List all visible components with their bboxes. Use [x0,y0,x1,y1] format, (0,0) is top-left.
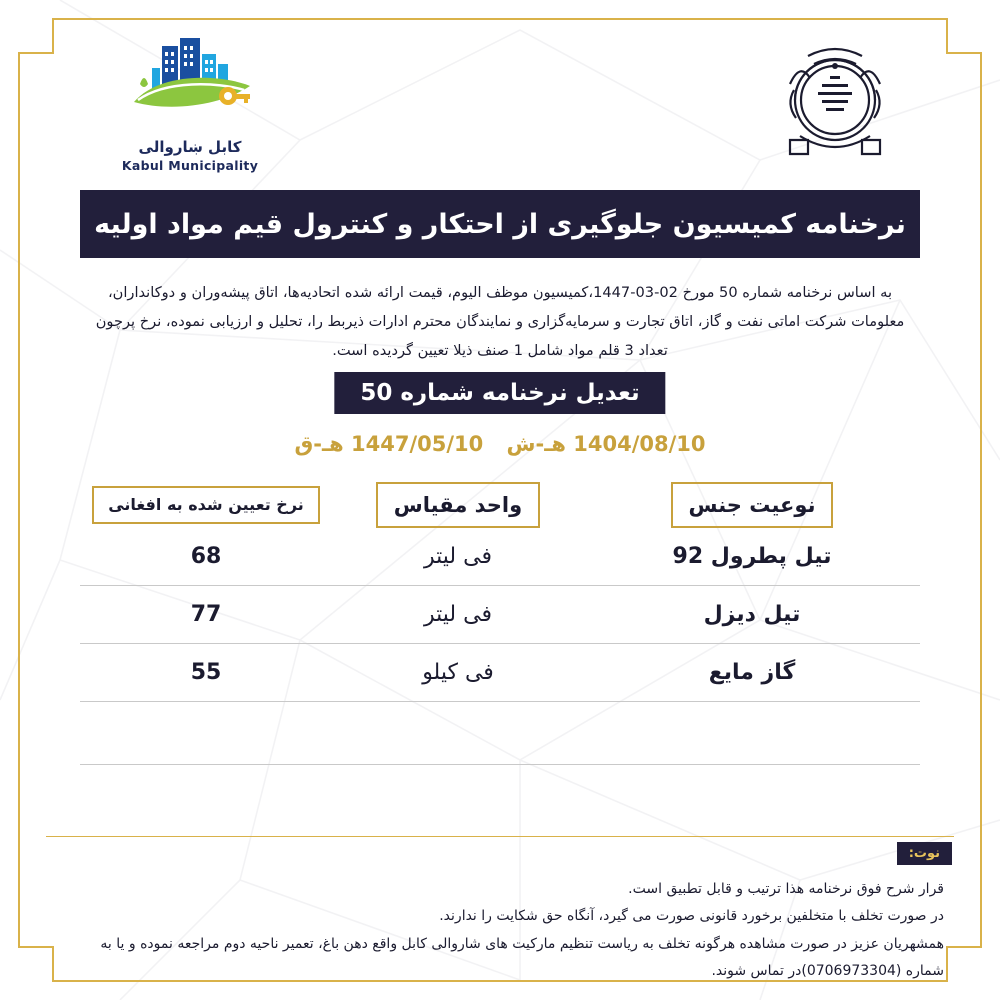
table-row [80,644,920,702]
cell-name: تیل دیزل [584,586,920,644]
header-label-rate: نرخ تعیین شده به افغانی [92,486,320,524]
cell-rate: 77 [80,586,332,644]
footer-line: در صورت تخلف با متخلفین برخورد قانونی صورت می گیرد، آنگاه حق شکایت را ندارند. [439,908,944,925]
table-row-empty [80,702,920,765]
rates-table [80,482,920,765]
islamic-emirate-emblem-icon [770,40,900,166]
date-line [0,432,1000,456]
intro-paragraph: به اساس نرخنامه شماره 50 مورخ 02-03-1447،کمیسیون موظف الیوم، قیمت ارائه شده اتحادیه‌ها، اتاق پیشه‌وران و دوکانداران، معلومات شرکت اماتی نفت و گاز، اتاق تجارت و سرمایه‌گزاری و نمایندگان محترم ادارات ذیربط را، تحلیل و ارزیابی نموده، نرخ پرچون تعداد 3 قلم مواد شامل 1 صنف ذیلا تعیین گردیده است. [95,284,905,360]
cell-empty [80,702,332,765]
rates-table-body [80,528,920,765]
rates-table-wrapper [80,482,920,765]
logo-name-english: Kabul Municipality [121,158,259,173]
table-row [80,528,920,586]
cell-empty [332,702,584,765]
cell-name: گاز مایع [584,644,920,702]
date-solar: 1404/08/10 هـ-ش [506,432,706,456]
cell-unit: فی کیلو [332,644,584,702]
rates-table-head [80,482,920,528]
cell-rate: 55 [80,644,332,702]
poster-header [60,34,940,173]
note-badge: نوت: [897,842,952,865]
logo-name-dari: کابل ښاروالی [138,138,242,156]
date-lunar: 1447/05/10 هـ-ق [294,432,484,456]
footer-divider [46,836,954,837]
cell-unit: فی لیتر [332,528,584,586]
cell-unit: فی لیتر [332,586,584,644]
kabul-municipality-logo [100,34,280,173]
footer-notes [60,876,944,985]
cell-rate: 68 [80,528,332,586]
footer-line: قرار شرح فوق نرخنامه هذا ترتیب و قابل تطبیق است. [628,881,944,897]
subtitle-badge: تعدیل نرخنامه شماره 50 [334,372,665,414]
cell-name: تیل پطرول 92 [584,528,920,586]
header-label-unit: واحد مقیاس [376,482,540,528]
municipality-buildings-icon [100,34,280,134]
cell-empty [584,702,920,765]
header-cell-unit [332,482,584,528]
header-cell-rate [80,482,332,528]
poster-title-bar [80,190,920,258]
table-header-row [80,482,920,528]
table-row [80,586,920,644]
header-cell-name [584,482,920,528]
page-title: نرخنامه کمیسیون جلوگیری از احتکار و کنترول قیم مواد اولیه [94,208,906,240]
footer-line: همشهریان عزیز در صورت مشاهده هرگونه تخلف به ریاست تنظیم مارکیت های شاروالی کابل واقع دهن باغ، تعمیر ناحیه دوم مراجعه نموده و یا به شماره (0706973304)در تماس شوند. [100,935,944,979]
header-label-name: نوعیت جنس [671,482,834,528]
